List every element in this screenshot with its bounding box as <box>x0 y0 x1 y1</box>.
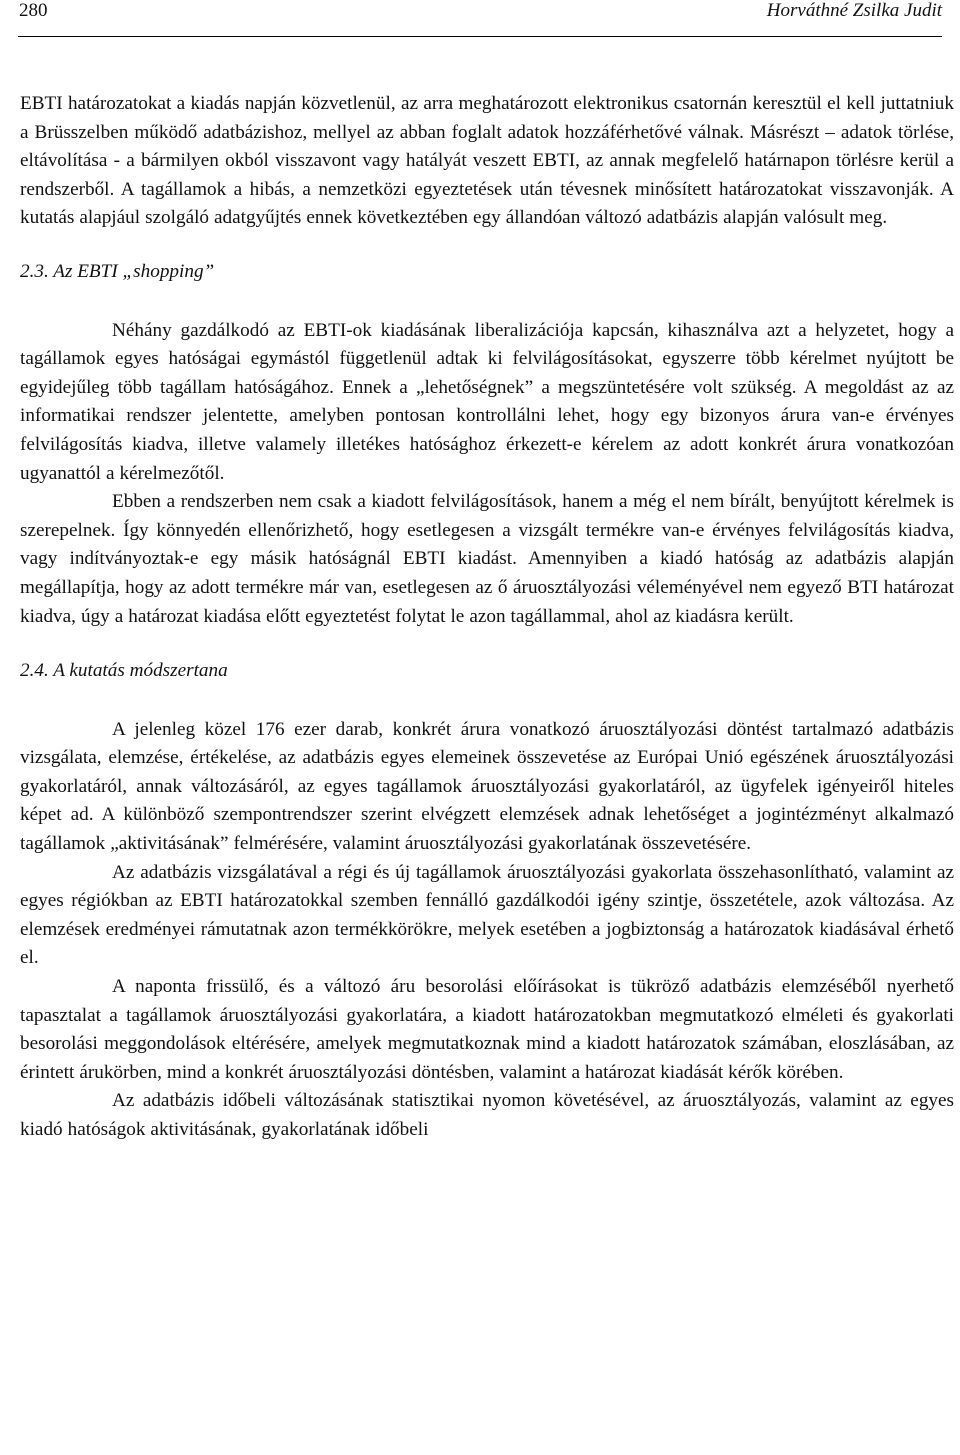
body-paragraph: Ebben a rendszerben nem csak a kiadott felvilágosítások, hanem a még el nem bírált, benyújtott kérelmek is szerepelnek. Így könnyedén ellenőrizhető, hogy esetlegesen a vizsgált termékre van-e érvényes felvilágosítás kiadva, vagy indítványoztak-e egy másik hatóságnál EBTI kiadást. Amennyiben a kiadó hatóság az adatbázis alapján megállapítja, hogy az adott termékre már van, esetlegesen az ő áruosztályozási véleményével nem egyező BTI határozat kiadva, úgy a határozat kiadása előtt egyeztetést folytat le azon tagállammal, ahol az kiadásra került. <box>20 491 954 627</box>
body-paragraph: Az adatbázis időbeli változásának statisztikai nyomon követésével, az áruosztályozás, valamint az egyes kiadó hatóságok aktivitásának, gyakorlatának időbeli <box>20 1090 954 1140</box>
page-number: 280 <box>19 0 48 21</box>
section-heading-2-4: 2.4. A kutatás módszertana <box>20 660 228 682</box>
body-paragraph: A jelenleg közel 176 ezer darab, konkrét árura vonatkozó áruosztályozási döntést tartalmazó adatbázis vizsgálata, elemzése, értékelése, az adatbázis egyes elemeinek összevetése az Európai Unió egészének áruosztályozási gyakorlatáról, annak változásáról, az egyes tagállamok áruosztályozási gyakorlatáról, az ügyfelek igényeiről hiteles képet ad. A különböző szempontrendszer szerint elvégzett elemzések adnak lehetőséget a jogintézményt alkalmazó tagállamok „aktivitásának” felmérésére, valamint áruosztályozási gyakorlatának összevetésére. <box>20 718 954 855</box>
page-header <box>18 0 942 37</box>
body-paragraph: Az adatbázis vizsgálatával a régi és új tagállamok áruosztályozási gyakorlata összehasonlítható, valamint az egyes régiókban az EBTI határozatokkal szemben fennálló gazdálkodói igény szintje, összetétele, azok változása. Az elemzések eredményei rámutatnak azon termékkörökre, melyek esetében a jogbiztonság a határozatok kiadásával érhető el. <box>20 861 954 969</box>
section-heading-2-3: 2.3. Az EBTI „shopping” <box>20 260 215 282</box>
author-name: Horváthné Zsilka Judit <box>766 0 942 21</box>
document-body <box>20 90 954 1145</box>
body-paragraph: Néhány gazdálkodó az EBTI-ok kiadásának liberalizációja kapcsán, kihasználva azt a helyzetet, hogy a tagállamok egyes hatóságai egymástól függetlenül adtak ki felvilágosításokat, egyszerre több kérelmet nyújtott be egyidejűleg több tagállam hatóságához. Ennek a „lehetőségnek” a megszüntetésére volt szükség. A megoldást az az informatikai rendszer jelentette, amelyben pontosan kontrollálni lehet, hogy egy bizonyos árura van-e érvényes felvilágosítás kiadva, illetve valamely illetékes hatósághoz érkezett-e kérelem az adott konkrét árura vonatkozóan ugyanattól a kérelmezőtől. <box>20 319 954 484</box>
body-paragraph: A naponta frissülő, és a változó áru besorolási előírásokat is tükröző adatbázis elemzéséből nyerhető tapasztalat a tagállamok áruosztályozási gyakorlatára, a kiadott határozatokban megmutatkozó elméleti és gyakorlati besorolási meggondolások eltérésére, amelyek megmutatkoznak mind a kiadott határozatok számában, eloszlásában, az érintett árukörben, mind a konkrét áruosztályozási döntésben, valamint a határozat kiadását kérők körében. <box>20 976 954 1083</box>
intro-paragraph: EBTI határozatokat a kiadás napján közvetlenül, az arra meghatározott elektronikus csatornán keresztül el kell juttatniuk a Brüsszelben működő adatbázishoz, mellyel az abban foglalt adatok hozzáférhetővé válnak. Másrészt – adatok törlése, eltávolítása - a bármilyen okból visszavont vagy hatályát veszett EBTI, az annak megfelelő határnapon törlésre kerül a rendszerből. A tagállamok a hibás, a nemzetközi egyeztetések után tévesnek minősített határozatokat visszavonják. A kutatás alapjául szolgáló adatgyűjtés ennek következtében egy állandóan változó adatbázis alapján valósult meg. <box>20 93 954 229</box>
